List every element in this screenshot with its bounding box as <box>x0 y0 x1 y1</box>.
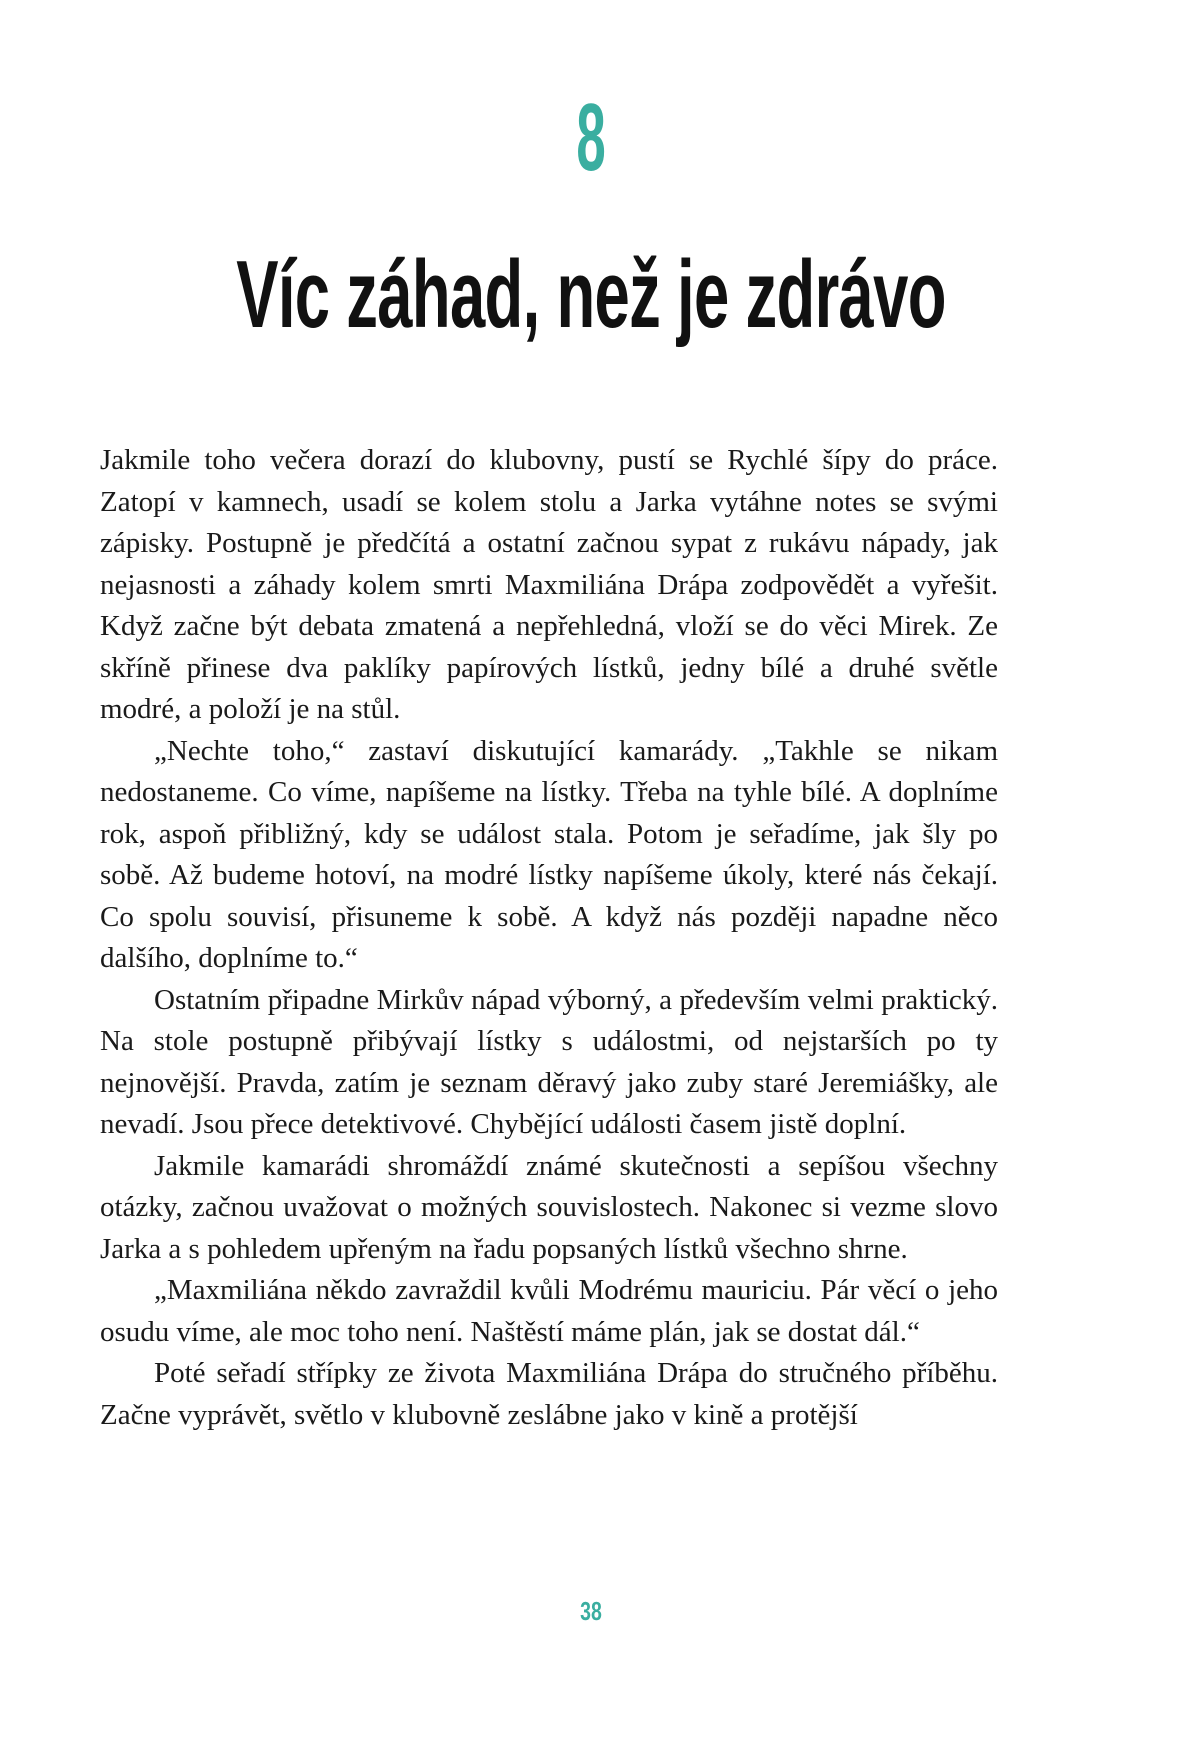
paragraph-5: „Maxmiliána někdo zavraždil kvůli Modrému mauriciu. Pár věcí o jeho osudu víme, ale moc toho není. Naštěstí máme plán, jak se dostat dál.“ <box>100 1274 998 1348</box>
paragraph-3: Ostatním připadne Mirkův nápad výborný, a především velmi praktický. Na stole postupně přibývají lístky s událostmi, od nejstarších po ty nejnovější. Pravda, zatím je seznam děravý jako zuby staré Jeremiášky, ale nevadí. Jsou přece detektivové. Chybějící události časem jistě doplní. <box>100 983 998 1140</box>
paragraph-6: Poté seřadí střípky ze života Maxmiliána Drápa do stručného příběhu. Začne vyprávět, světlo v klubovně zeslábne jako v kině a protější <box>100 1357 998 1431</box>
body-text <box>100 440 998 1436</box>
page-number: 38 <box>580 1596 602 1626</box>
chapter-title: Víc záhad, než je zdrávo <box>236 241 946 348</box>
paragraph-1: Jakmile toho večera dorazí do klubovny, pustí se Rychlé šípy do práce. Zatopí v kamnech, usadí se kolem stolu a Jarka vytáhne notes se svými zápisky. Postupně je předčítá a ostatní začnou sypat z rukávu nápady, jak nejasnosti a záhady kolem smrti Maxmiliána Drápa zodpovědět a vyřešit. Když začne být debata zmatená a nepřehledná, vloží se do věci Mirek. Ze skříně přinese dva paklíky papírových lístků, jedny bílé a druhé světle modré, a položí je na stůl. <box>100 444 998 725</box>
paragraph-2: „Nechte toho,“ zastaví diskutující kamarády. „Takhle se nikam nedostaneme. Co víme, napíšeme na lístky. Třeba na tyhle bílé. A doplníme rok, aspoň přibližný, kdy se událost stala. Potom je seřadíme, jak šly po sobě. Až budeme hotoví, na modré lístky napíšeme úkoly, které nás čekají. Co spolu souvisí, přisuneme k sobě. A když nás později napadne něco dalšího, doplníme to.“ <box>100 734 998 974</box>
chapter-number: 8 <box>576 84 606 191</box>
paragraph-4: Jakmile kamarádi shromáždí známé skutečnosti a sepíšou všechny otázky, začnou uvažovat o možných souvislostech. Nakonec si vezme slovo Jarka a s pohledem upřeným na řadu popsaných lístků všechno shrne. <box>100 1149 998 1265</box>
